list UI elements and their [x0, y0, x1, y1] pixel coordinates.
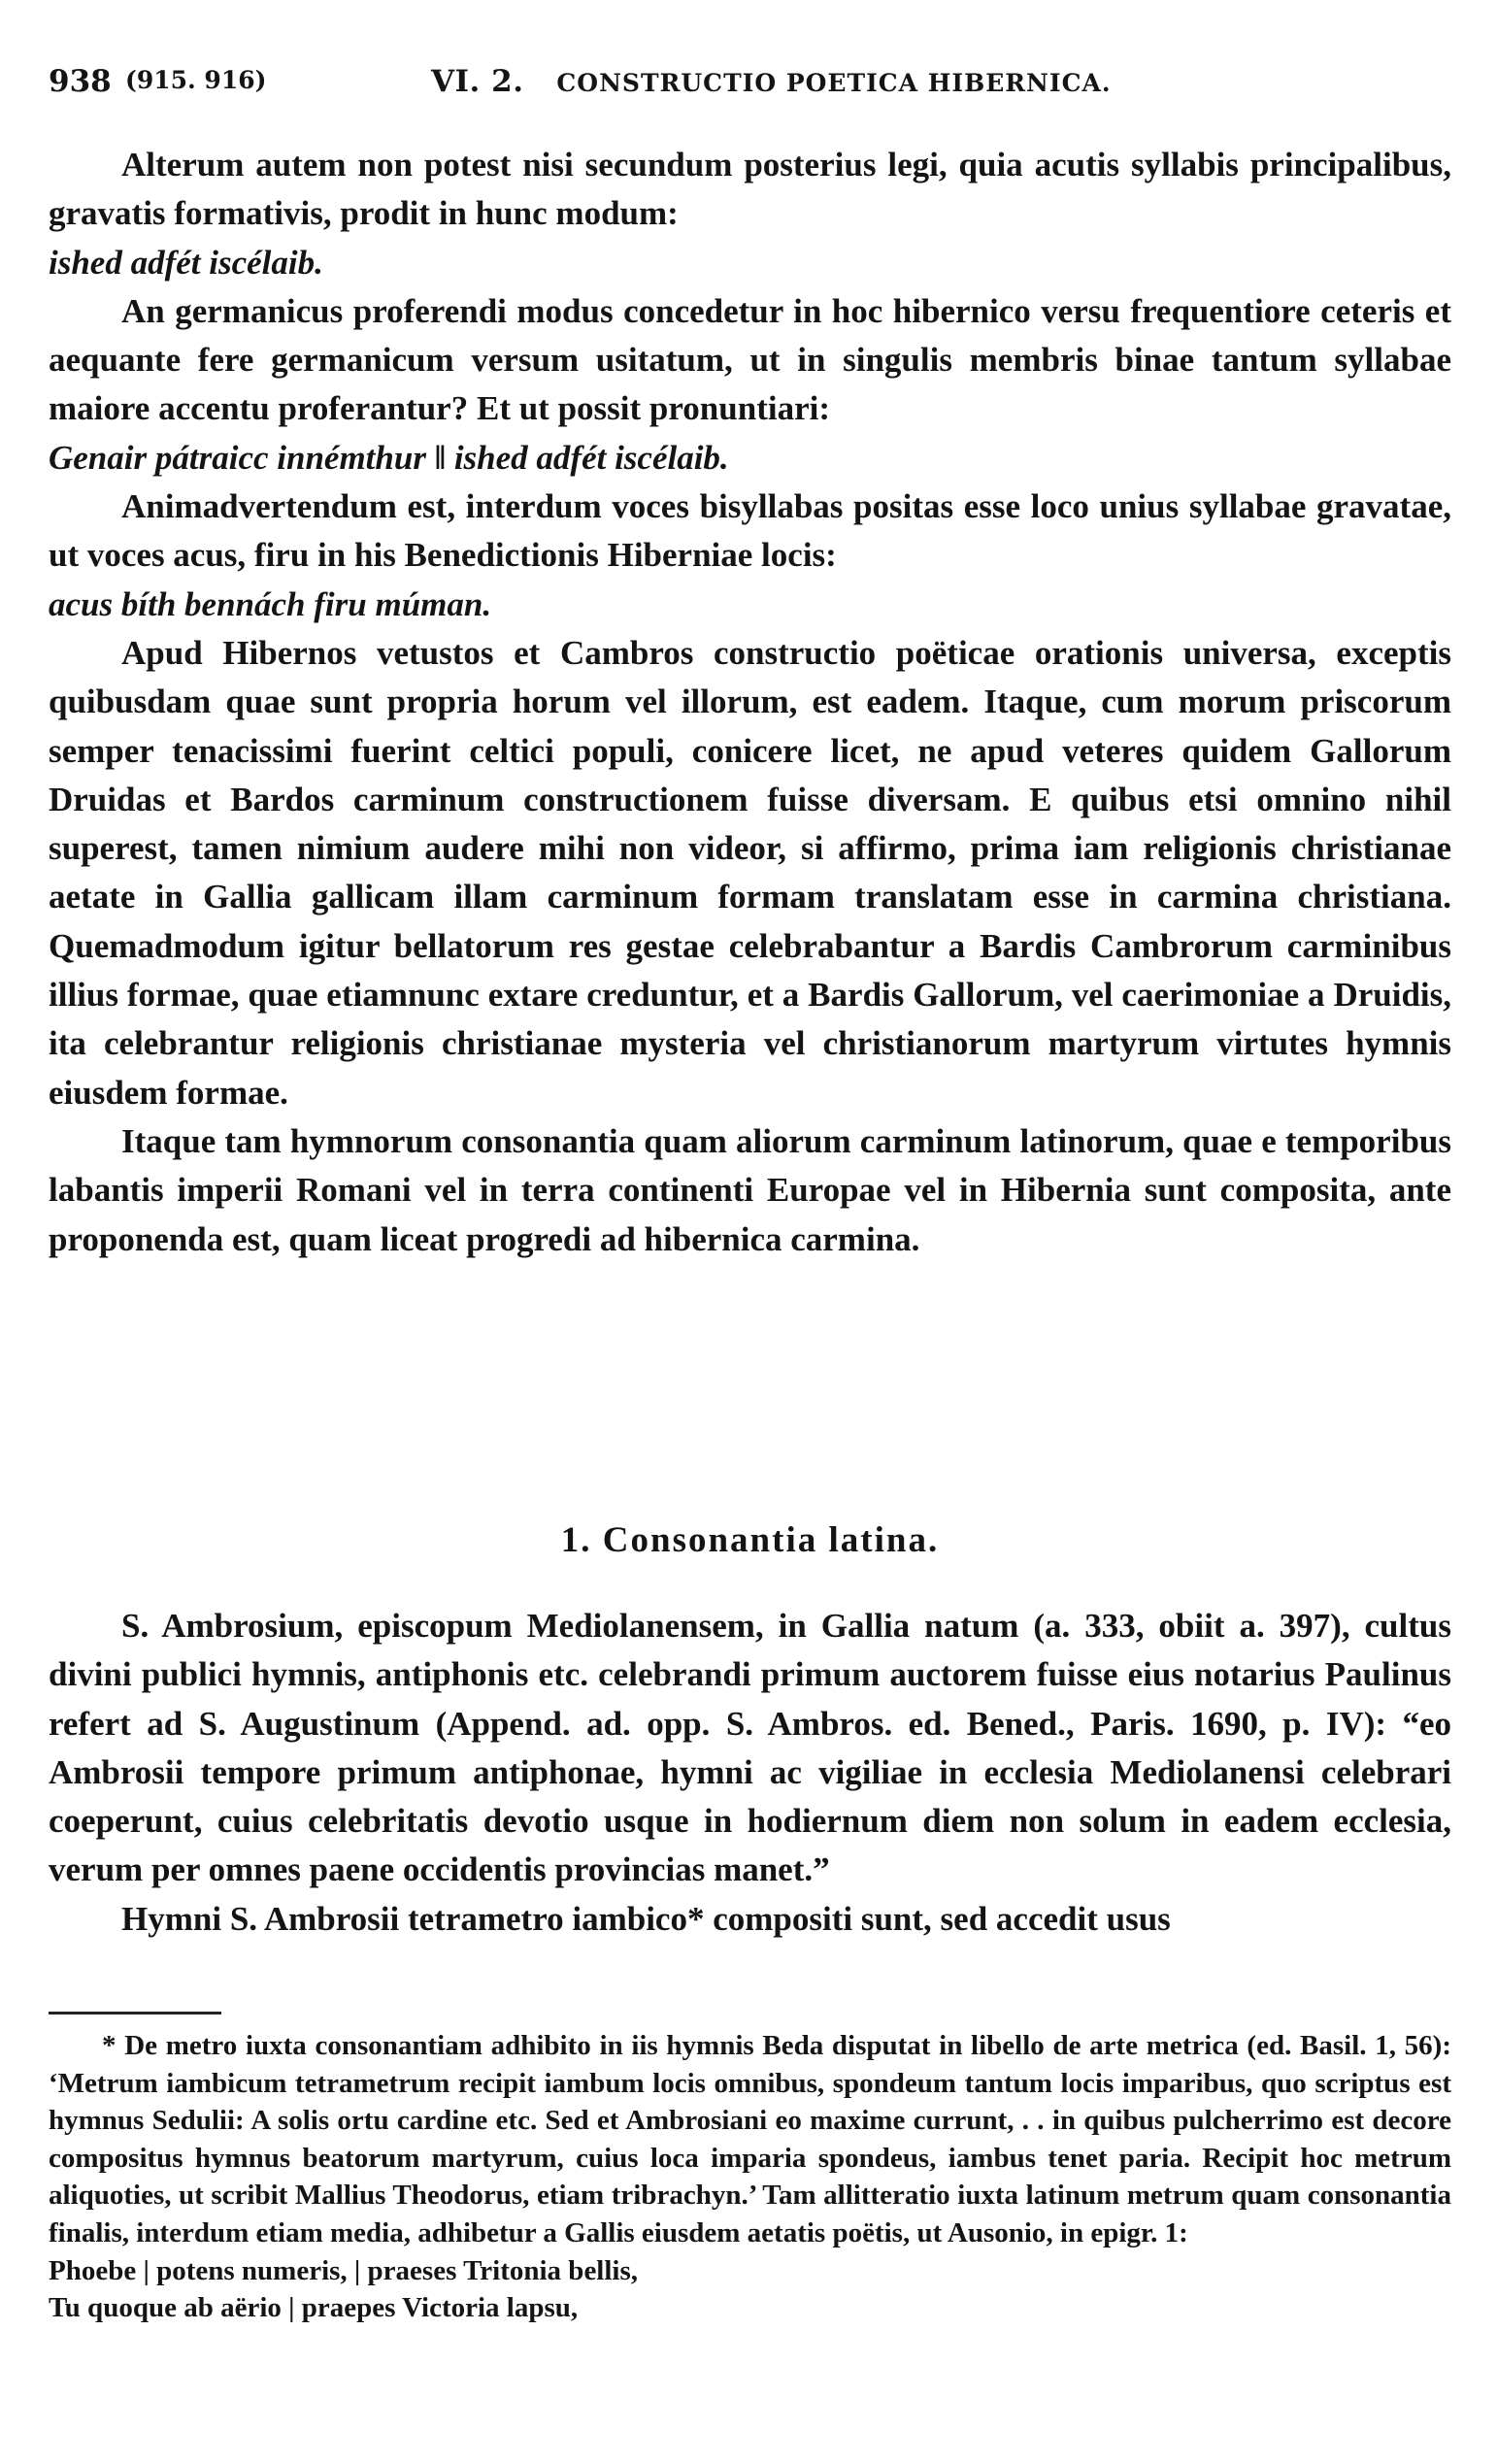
- verse-example-1: ished adfét iscélaib.: [49, 243, 323, 282]
- verse-example-2: [49, 434, 1451, 483]
- verse-example-3: acus bíth bennách firu múman.: [49, 584, 492, 623]
- main-text-upper: [49, 141, 1451, 1264]
- verse-2-left: Genair pátraicc innémthur: [49, 438, 426, 477]
- footnote-verse-line-1: Phoebe | potens numeris, | praeses Tritonia bellis,: [49, 2254, 639, 2286]
- paragraph-5: Itaque tam hymnorum consonantia quam aliorum carminum latinorum, quae e temporibus labantis imperii Romani vel in terra continenti Europae vel in Hibernia sunt composita, ante proponenda est, quam liceat progredi ad hibernica carmina.: [49, 1121, 1451, 1258]
- page-header: [49, 64, 1451, 118]
- section-heading: 1. Consonantia latina.: [560, 1520, 940, 1560]
- running-title: [431, 64, 1112, 99]
- paragraph-2: An germanicus proferendi modus concedetur in hoc hibernico versu frequentiore ceteris et aequante fere germanicum versum usitatum, ut in singulis membris binae tantum syllabae maiore accentu proferantur? Et ut possit pronuntiari:: [49, 291, 1451, 428]
- verse-2-separator: ‖: [434, 438, 447, 477]
- paragraph-1: Alterum autem non potest nisi secundum posterius legi, quia acutis syllabis principalibus, gravatis formativis, prodit in hunc modum:: [49, 146, 1451, 233]
- verse-2-right: ished adfét iscélaib.: [453, 438, 729, 477]
- running-title-prefix: VI. 2.: [431, 64, 524, 99]
- paragraph-3: Animadvertendum est, interdum voces bisyllabas positas esse loco unius syllabae gravatae, ut voces acus, firu in his Benedictionis Hiberniae locis:: [49, 487, 1451, 575]
- main-text-lower: [49, 1602, 1451, 1944]
- page-number: 938: [49, 64, 112, 99]
- paragraph-4: Apud Hibernos vetustos et Cambros constructio poëticae orationis universa, exceptis quibusdam quae sunt propria horum vel illorum, est eadem. Itaque, cum morum priscorum semper tenacissimi fuerint celtici populi, conicere licet, ne apud veteres quidem Gallorum Druidas et Bardos carminum constructionem fuisse diversam. E quibus etsi omnino nihil superest, tamen nimium audere mihi non videor, si affirmo, prima iam religionis christianae aetate in Gallia gallicam illam carminum formam translatam esse in carmina christiana. Quemadmodum igitur bellatorum res gestae celebrabantur a Bardis Cambrorum carminibus illius formae, quae etiamnunc extare creduntur, et a Bardis Gallorum, vel caerimoniae a Druidis, ita celebrantur religionis christianae mysteria vel christianorum martyrum virtutes hymnis eiusdem formae.: [49, 633, 1451, 1112]
- running-title-text: CONSTRUCTIO POETICA HIBERNICA.: [556, 69, 1112, 97]
- footnote-text: * De metro iuxta consonantiam adhibito in iis hymnis Beda disputat in libello de arte metrica (ed. Basil. 1, 56): ‘Metrum iambicum tetrametrum recipit iambum locis omnibus, spondeum tantum locis imparibus, quo scriptus est hymnus Sedulii: A solis ortu cardine etc. Sed et Ambrosiani eo maxime currunt, . . in quibus pulcherrimo est decore compositus hymnus beatorum martyrum, cuius loca imparia spondeus, iambus tenet paria. Recipit hoc metrum aliquoties, ut scribit Mallius Theodorus, etiam tribrachyn.’ Tam allitteratio iuxta latinum metrum quam consonantia finalis, interdum etiam media, adhibetur a Gallis eiusdem aetatis poëtis, ut Ausonio, in epigr. 1:: [49, 2030, 1451, 2248]
- paragraph-6: S. Ambrosium, episcopum Mediolanensem, in Gallia natum (a. 333, obiit a. 397), cultus divini publici hymnis, antiphonis etc. celebrandi primum auctorem fuisse eius notarius Paulinus refert ad S. Augustinum (Append. ad. opp. S. Ambros. ed. Bened., Paris. 1690, p. IV): “eo Ambrosii tempore primum antiphonae, hymni ac vigiliae in ecclesia Mediolanensi celebrari coeperunt, cuius celebritatis devotio usque in hodiernum diem non solum in eadem ecclesia, verum per omnes paene occidentis provincias manet.”: [49, 1607, 1451, 1889]
- column-references: (915. 916): [125, 66, 267, 94]
- footnote-divider: [49, 2012, 221, 2014]
- footnote-verse-line-2: Tu quoque ab aërio | praepes Victoria lapsu,: [49, 2292, 579, 2324]
- footnote: [49, 2027, 1451, 2327]
- paragraph-7: Hymni S. Ambrosii tetrametro iambico* compositi sunt, sed accedit usus: [121, 1899, 1171, 1938]
